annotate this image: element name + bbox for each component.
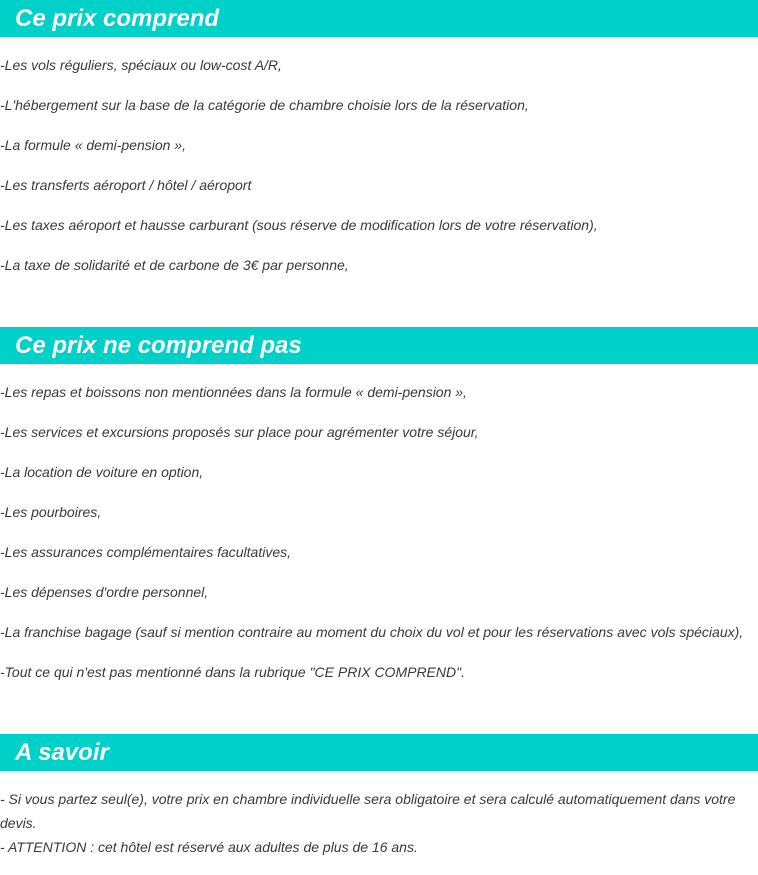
list-item: -Les dépenses d'ordre personnel, [0,584,209,600]
list-item: -Tout ce qui n'est pas mentionné dans la rubrique "CE PRIX COMPREND". [0,664,465,680]
list-item: -Les services et excursions proposés sur place pour agrémenter votre séjour, [0,424,479,440]
list-item: -L'hébergement sur la base de la catégorie de chambre choisie lors de la réservation, [0,97,529,113]
list-item: -La taxe de solidarité et de carbone de 3€ par personne, [0,257,349,273]
included-section-header [0,0,758,37]
info-line-single-supplement: - Si vous partez seul(e), votre prix en chambre individuelle sera obligatoire et sera calculé automatiquement dans votre devis. [0,791,736,831]
list-item: -Les vols réguliers, spéciaux ou low-cost A/R, [0,57,282,73]
list-item: -La location de voiture en option, [0,464,204,480]
info-text [0,787,756,859]
list-item: -Les assurances complémentaires facultatives, [0,544,292,560]
list-item: -La franchise bagage (sauf si mention contraire au moment du choix du vol et pour les réservations avec vols spéciaux), [0,624,744,640]
excluded-section-title: Ce prix ne comprend pas [15,332,302,359]
list-item: -Les transferts aéroport / hôtel / aéroport [0,177,252,193]
info-section-title: A savoir [15,739,109,766]
list-item: -Les pourboires, [0,504,102,520]
info-section-header [0,734,758,771]
excluded-list [0,383,758,703]
list-item: -La formule « demi-pension », [0,137,186,153]
list-item: -Les repas et boissons non mentionnées dans la formule « demi-pension », [0,384,467,400]
list-item: -Les taxes aéroport et hausse carburant (sous réserve de modification lors de votre réservation), [0,217,598,233]
info-line-adults-only: - ATTENTION : cet hôtel est réservé aux adultes de plus de 16 ans. [0,839,418,855]
included-list [0,56,758,296]
included-section-title: Ce prix comprend [15,5,220,32]
excluded-section-header [0,327,758,364]
